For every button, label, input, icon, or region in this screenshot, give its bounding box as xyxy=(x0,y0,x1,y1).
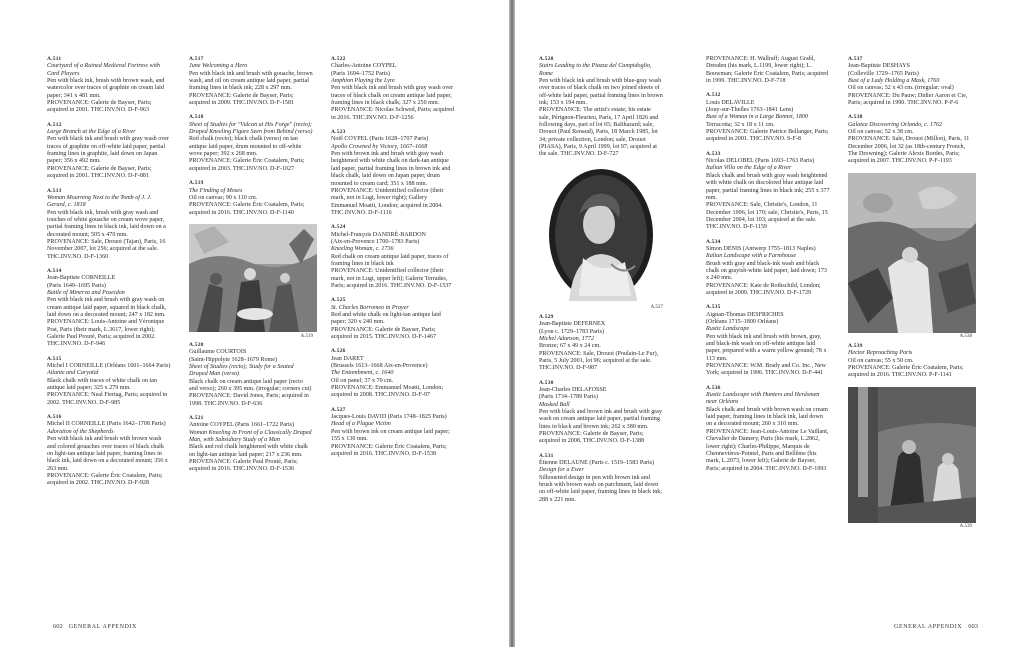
catalog-entry xyxy=(47,268,171,349)
catalog-entry xyxy=(47,414,171,487)
catalog-entry xyxy=(331,129,455,217)
entry-artist: Aignan-Thomas DESFRICHES xyxy=(706,311,784,318)
entry-number: A.520 xyxy=(189,341,204,348)
entry-provenance: PROVENANCE: Galerie Paul Prouté, Paris; acquired in 2016. THC.INV.NO. D-F-1536 xyxy=(189,459,298,473)
entry-medium: Black chalk and brush with brown wash on cream laid paper, framing lines in black ink, laid down on a decorated mount; 260 x 310 mm. xyxy=(706,406,828,428)
left-page xyxy=(0,0,509,647)
entry-number: A.515 xyxy=(47,355,62,362)
entry-artist: Jean-Baptiste CORNEILLE xyxy=(47,275,116,282)
entry-medium: Pen with black ink and brush with gouache, brown wash, and oil on cream antique laid paper, partial framing lines in black ink; 228 x 297 mm. xyxy=(189,70,313,92)
entry-artist: Jean DARET xyxy=(331,355,364,362)
artwork-image xyxy=(848,173,972,340)
entry-artist-dates: (Colleville 1729–1765 Paris) xyxy=(848,70,919,77)
entry-number: A.527 xyxy=(331,406,346,413)
entry-artist: Michel-François DANDRÉ-BARDON xyxy=(331,231,426,238)
entry-artist: Michel II CORNEILLE (Paris 1642–1708 Paris) xyxy=(47,421,166,428)
catalog-entry xyxy=(706,92,830,143)
entry-title: Italian Landscape with a Farmhouse xyxy=(706,253,797,260)
artwork-image xyxy=(189,224,313,339)
figure-caption: A.539 xyxy=(959,524,972,530)
entry-artist-dates: (Lyon c. 1729–1783 Paris) xyxy=(539,328,604,335)
catalog-entry xyxy=(539,453,663,504)
entry-medium: Oil on panel; 37 x 70 cm. xyxy=(331,377,394,384)
entry-medium: Oil on canvas; 52 x 43 cm. (irregular; oval) xyxy=(848,85,954,92)
entry-medium: Red chalk (recto); black chalk (verso) on tan antique laid paper, drum mounted to off-white wove paper; 392 x 268 mm. xyxy=(189,136,302,158)
entry-number: A.524 xyxy=(331,224,346,231)
entry-title: The Entombment, c. 1640 xyxy=(331,370,394,377)
entry-artist-dates: (Orléans 1715–1800 Orléans) xyxy=(706,319,779,325)
right-page xyxy=(515,0,1024,647)
entry-number: A.539 xyxy=(848,342,863,349)
entry-medium: Black chalk and brush with gray wash heightened with white chalk on discolored blue antique laid paper, partial framing lines in black ink; 255 x 377 mm. xyxy=(706,172,830,201)
entry-artist: Jacques-Louis DAVID (Paris 1748–1825 Paris) xyxy=(331,414,447,421)
catalog-entry xyxy=(331,407,455,458)
right-column-2 xyxy=(706,56,830,480)
entry-provenance: PROVENANCE: Galerie de Bayser, Paris; acquired in 2015. THC.INV.NO. D-F-1467 xyxy=(331,326,437,341)
entry-number: A.512 xyxy=(47,121,62,128)
catalog-entry xyxy=(189,342,313,408)
entry-medium: Brush with gray and black-ink wash and black chalk on grayish-white laid paper, laid down; 173 x 240 mm. xyxy=(706,260,827,282)
catalog-entry xyxy=(706,385,830,473)
entry-number: A.538 xyxy=(848,114,863,121)
entry-provenance: PROVENANCE: Galerie de Bayser, Paris; acquired in 2008. THC.INV.NO. D-F-1388 xyxy=(539,430,645,445)
entry-artist: Jean-Charles DELAFOSSE xyxy=(539,386,607,393)
catalog-entry xyxy=(47,356,171,407)
entry-number: A.531 xyxy=(539,452,554,459)
entry-artist-dates: (Paris 1694–1752 Paris) xyxy=(331,70,390,77)
entry-title: Head of a Plague Victim xyxy=(331,421,391,428)
entry-artist: Michel I CORNEILLE (Orléans 1601–1664 Paris) xyxy=(47,363,171,370)
entry-artist: Guillaume COURTOIS xyxy=(189,349,247,356)
catalog-entry xyxy=(331,297,455,341)
entry-artist: Noël COYPEL (Paris 1628–1707 Paris) xyxy=(331,136,429,143)
entry-medium: Bronze; 67 x 49 x 24 cm. xyxy=(539,343,601,350)
catalog-entry xyxy=(539,56,663,159)
catalog-entry xyxy=(189,56,313,107)
left-column-2 xyxy=(189,56,313,481)
entry-medium: Black and red chalk heightened with white chalk on light-tan antique laid paper; 217 x 236 mm. xyxy=(189,444,308,458)
entry-number: A.530 xyxy=(539,379,554,386)
entry-title: Rustic Landscape with Hunters and Herdsmen near Orléans xyxy=(706,392,820,406)
entry-title: Amphion Playing the Lyre xyxy=(331,78,395,85)
entry-title: June Welcoming a Hero xyxy=(189,63,248,70)
page-number: 602 xyxy=(53,623,63,630)
entry-title: Bust of a Woman in a Large Bonnet, 1800 xyxy=(706,114,808,121)
galatea-orlando-image xyxy=(848,173,976,333)
catalog-entry xyxy=(848,343,972,380)
entry-title: Stairs Leading to the Piazza del Campidoglio, Rome xyxy=(539,63,652,77)
entry-provenance: PROVENANCE: The artist's estate; his estate sale, Pérignon-Fleurieu, Paris, 17 April 1826 and following days, part of lot 65; Balthazard; sale, Drouot (Paul Renaud), Paris, 18 March 1985, lot 34; private collection, London; sale, Drouot (PIASA), Paris, 9 April 1999, lot 97; acquired at the sale. THC.INV.NO. D-F-727 xyxy=(539,107,659,158)
entry-provenance: PROVENANCE: Kate de Rothschild, London; acquired in 2009. THC.INV.NO. D-F-1729 xyxy=(706,282,821,296)
entry-provenance: PROVENANCE: W.M. Brady and Co. Inc., New York; acquired in 1996. THC.INV.NO. D-F-441 xyxy=(706,363,827,377)
entry-artist-dates: (Jouy-sur-Thelles 1763–1841 Lens) xyxy=(706,107,794,114)
entry-artist: Jean-Baptiste DESHAYS xyxy=(848,63,910,70)
entry-title: Kneeling Woman, c. 1736 xyxy=(331,246,394,253)
entry-number: A.521 xyxy=(189,414,204,421)
page-footer xyxy=(894,623,984,630)
entry-provenance: PROVENANCE: Sale, Christie's, London, 11 December 1996, lot 170; sale, Christie's, Paris, 15 December 2004, lot 103; acquired at the sale. THC.INV.NO. D-F-1159 xyxy=(706,202,828,231)
entry-medium: Oil on canvas; 90 x 110 cm. xyxy=(189,194,258,201)
entry-medium: Oil on canvas; 52 x 38 cm. xyxy=(848,129,914,136)
entry-provenance: PROVENANCE: Unidentified collector (their mark, not in Lugt, lower right); Gallery Emmanuel Moatti, London; acquired in 2004. THC.INV.NO. D-F-1116 xyxy=(331,187,444,216)
entry-medium: Pen with black ink and brush with gray wash on cream antique laid paper, squared in black chalk, laid down on a decorated mount; 247 x 182 mm. xyxy=(47,297,167,318)
entry-number: A.518 xyxy=(189,114,204,121)
entry-provenance: PROVENANCE: Du Pauw; Didier Aaron et Cie, Paris; acquired in 1990. THC.INV.NO. P-F-6 xyxy=(848,92,968,107)
running-footer: GENERAL APPENDIX xyxy=(68,624,137,630)
entry-artist: Nicolas DELOBEL (Paris 1693–1763 Paris) xyxy=(706,158,815,165)
page-number: 603 xyxy=(968,623,978,630)
entry-title: Adoration of the Shepherds xyxy=(47,428,114,435)
entry-medium: Oil on canvas; 55 x 50 cm. xyxy=(848,357,914,364)
entry-title: Rustic Landscape xyxy=(706,326,750,333)
entry-number: A.519 xyxy=(189,180,204,187)
left-column-1 xyxy=(47,56,171,495)
entry-provenance: PROVENANCE: Galerie de Bayser, Paris; acquired in 2009. THC.INV.NO. D-F-1581 xyxy=(189,92,295,107)
artwork-image xyxy=(848,387,972,530)
artwork-image xyxy=(539,166,663,311)
entry-title: Masked Ball xyxy=(539,401,570,408)
entry-number: A.513 xyxy=(47,187,62,194)
entry-number: A.517 xyxy=(189,56,204,62)
entry-provenance: PROVENANCE: Nicolas Schwed, Paris; acquired in 2016. THC.INV.NO. D-F-1256 xyxy=(331,107,455,121)
entry-medium: Pen with black ink and brush with brown wash and colored gouaches over traces of black chalk on light-tan antique laid paper, framing lines in black ink, laid down on a decorated mount; 356 x 263 mm. xyxy=(47,436,168,472)
entry-title: Courtyard of a Ruined Medieval Fortress with Card Players xyxy=(47,63,160,77)
catalog-entry xyxy=(539,314,663,373)
entry-title: Italian Villa on the Edge of a River xyxy=(706,165,792,172)
entry-medium: Red and white chalk on light-tan antique laid paper; 320 x 240 mm. xyxy=(331,312,441,326)
entry-medium: Pen with black ink and brush with gray wash over traces of graphite on off-white laid paper, partial framing lines in graphite, laid down on Japan paper; 356 x 492 mm. xyxy=(47,136,170,165)
entry-provenance: PROVENANCE: Galerie de Bayser, Paris; acquired in 2001. THC.INV.NO. D-F-881 xyxy=(47,165,152,180)
entry-provenance: PROVENANCE: Emmanuel Moatti, London; acquired in 2008. THC.INV.NO. D-F-97 xyxy=(331,385,444,399)
entry-provenance: PROVENANCE: H. Wallraff; August Grahl, Dresden (his mark, L.1199, lower right); L. Bouwman; Galerie Éric Coatalem, Paris; acquired in 1999. THC.INV.NO. D-F-718 xyxy=(706,56,829,85)
entry-provenance: PROVENANCE: Galerie Éric Coatalem, Paris; acquired in 2016. THC.INV.NO. D-F-1140 xyxy=(189,202,305,216)
right-column-1 xyxy=(539,56,663,511)
entry-medium: Red chalk on cream antique laid paper, traces of framing lines in black ink xyxy=(331,253,449,267)
catalog-entry xyxy=(189,180,313,217)
entry-artist: Étienne DELAUNE (Paris c. 1519–1583 Paris) xyxy=(539,460,655,466)
entry-provenance: PROVENANCE: Galerie Patrice Bellanger, Paris; acquired in 2001. THC.INV.NO. S-F-8 xyxy=(706,129,829,143)
catalog-entry xyxy=(706,304,830,377)
catalog-entry xyxy=(189,114,313,173)
entry-title: Michel Adanson, 1772 xyxy=(539,335,594,342)
entry-artist-dates: (Paris 1734–1789 Paris) xyxy=(539,394,598,401)
entry-title: Apollo Crowned by Victory, 1667–1668 xyxy=(331,143,428,150)
entry-provenance: PROVENANCE: David Jones, Paris; acquired in 1998. THC.INV.NO. D-F-636 xyxy=(189,393,309,407)
entry-medium: Pen with black ink, brush with gray wash and touches of white gouache on cream wove paper, partial framing lines in black ink, laid down on a decorated mount; 505 x 470 mm. xyxy=(47,209,166,238)
entry-title: Atlante and Caryatid xyxy=(47,370,99,377)
entry-title: St. Charles Borromeo in Prayer xyxy=(331,304,409,311)
catalog-entry xyxy=(539,380,663,446)
entry-medium: Pen with brown ink and brush with gray wash heightened with white chalk on dark-tan antique laid paper, partial framing lines in brown ink and black chalk, laid down on Japan paper, drum mounted to cream card; 351 x 188 mm. xyxy=(331,151,451,187)
entry-artist: Antoine COYPEL (Paris 1661–1722 Paris) xyxy=(189,422,295,429)
entry-title: Design for a Ewer xyxy=(539,467,584,474)
figure-caption: A.527 xyxy=(650,305,663,311)
entry-title: Sheet of Studies (recto); Study for a Seated Draped Man (verso) xyxy=(189,363,294,378)
entry-medium: Pen with black and brown ink and brush with gray wash on cream antique laid paper, partial framing lines in black and brown ink; 262 x 380 mm. xyxy=(539,408,663,430)
entry-provenance: PROVENANCE: Sale, Drouot (Poulain-Le Fur), Paris, 5 July 2001, lot 96; acquired at the sale. THC.INV.NO. D-F-987 xyxy=(539,350,659,372)
entry-number: A.511 xyxy=(47,56,62,62)
catalog-entry-continued xyxy=(706,56,830,85)
entry-title: Bust of a Lady Holding a Mask, 1760 xyxy=(848,78,940,85)
entry-number: A.516 xyxy=(47,414,62,421)
entry-artist: Charles-Antoine COYPEL xyxy=(331,63,397,70)
catalog-entry xyxy=(331,56,455,122)
entry-provenance: PROVENANCE: Galerie Éric Coatalem, Paris; acquired in 2016. THC.INV.NO. P-F-1141 xyxy=(848,364,964,379)
entry-number: A.534 xyxy=(706,238,721,245)
entry-provenance: PROVENANCE: Unidentified collector (their mark, not in Lugt, upper left); Galerie Terrades, Paris; acquired in 2016. THC.INV.NO. D-F-1537 xyxy=(331,268,452,289)
entry-medium: Pen with black ink and brush with gray wash over traces of black chalk on cream antique laid paper, framing lines in black chalk; 327 x 250 mm. xyxy=(331,85,454,107)
entry-artist: Jean-Baptiste DEFERNEX xyxy=(539,321,606,328)
catalog-entry xyxy=(47,188,171,261)
catalog-entry xyxy=(189,415,313,474)
entry-title: Woman Mourning Next to the Tomb of J. J. Gerard, c. 1818 xyxy=(47,194,152,209)
entry-number: A.532 xyxy=(706,92,721,99)
entry-medium: Pen with brown ink on cream antique laid paper; 155 x 130 mm. xyxy=(331,428,450,443)
entry-provenance: PROVENANCE: Galerie Éric Coatalem, Paris; acquired in 2002. THC.INV.NO. D-F-928 xyxy=(47,472,163,487)
entry-title: Large Branch at the Edge of a River xyxy=(47,129,136,136)
entry-provenance: PROVENANCE: Louis-Antoine and Véronique Prat, Paris (their mark, L.3617, lower right); Galerie Paul Prouté, Paris; acquired in 2002. THC.INV.NO. D-F-946 xyxy=(47,319,165,348)
entry-provenance: PROVENANCE: Galerie Éric Coatalem, Paris; acquired in 2003. THC.INV.NO. D-F-1027 xyxy=(189,158,305,172)
entry-title: Battle of Minerva and Poseidon xyxy=(47,289,125,296)
catalog-entry xyxy=(848,56,972,107)
entry-title: Galatea Discovering Orlando, c. 1762 xyxy=(848,121,943,128)
entry-title: Hector Reproaching Paris xyxy=(848,350,913,357)
page-footer xyxy=(47,623,137,630)
entry-title: Sheet of Studies for "Vulcan at His Forge" (recto); Draped Kneeling Figure Seen from Behind (verso) xyxy=(189,121,313,136)
entry-artist-dates: (Brussels 1613–1668 Aix-en-Provence) xyxy=(331,363,428,370)
entry-medium: Black chalk with traces of white chalk on tan antique laid paper; 325 x 279 mm. xyxy=(47,377,157,392)
entry-title: The Finding of Moses xyxy=(189,187,243,194)
running-footer: GENERAL APPENDIX xyxy=(894,624,963,630)
entry-artist-dates: (Paris 1649–1695 Paris) xyxy=(47,282,106,289)
entry-medium: Pen with black ink and brush with blue-gray wash over traces of black chalk on two joined sheets of off-white laid paper, partial framing lines in brown ink; 153 x 194 mm. xyxy=(539,78,663,107)
entry-provenance: PROVENANCE: Jean-Louis-Antoine Le Vaillant, Chevalier de Damery, Paris (his mark, L.2862, lower right); Charles-Philippe, Marquis de Chennevières-Pointel, Paris and Bellême (his mark, L.2073, lower left); Galerie de Bayser, Paris; acquired in 2004. THC.INV.NO. D-F-1093 xyxy=(706,428,829,472)
catalog-entry xyxy=(47,56,171,115)
entry-number: A.529 xyxy=(539,313,554,320)
entry-medium: Silhouetted design in pen with brown ink and brush with brown wash on parchment, laid down on off-white laid paper, framing lines in black ink; 288 x 221 mm. xyxy=(539,474,663,503)
hector-paris-image xyxy=(848,387,976,523)
left-column-3 xyxy=(331,56,455,465)
entry-provenance: PROVENANCE: Sale, Drouot (Millon), Paris, 11 December 2006, lot 32 (as 18th-century French, The Drowning); Galerie Alexis Bordes, Paris; acquired in 2007. THC.INV.NO. P-F-1193 xyxy=(848,136,970,165)
right-column-3 xyxy=(848,56,972,533)
entry-number: A.533 xyxy=(706,150,721,157)
catalog-entry xyxy=(47,122,171,181)
entry-number: A.528 xyxy=(539,56,554,62)
oval-portrait-image xyxy=(539,166,663,304)
entry-medium: Pen with black ink and brush with brown, gray, and black-ink wash on off-white antique laid paper, prepared with a warm yellow ground; 78 x 113 mm. xyxy=(706,333,827,362)
entry-number: A.535 xyxy=(706,304,721,311)
entry-number: A.523 xyxy=(331,129,346,136)
entry-number: A.536 xyxy=(706,384,721,391)
entry-medium: Terracotta; 32 x 18 x 11 cm. xyxy=(706,121,775,128)
figure-caption: A.538 xyxy=(959,334,972,340)
entry-provenance: PROVENANCE: Galerie de Bayser, Paris; acquired in 2001. THC.INV.NO. D-F-963 xyxy=(47,100,152,114)
catalog-entry xyxy=(706,151,830,232)
entry-number: A.526 xyxy=(331,348,346,355)
catalog-entry xyxy=(331,224,455,290)
entry-artist-dates: (Saint-Hippolyte 1628–1679 Rome) xyxy=(189,356,278,363)
entry-artist-dates: (Aix-en-Provence 1700–1783 Paris) xyxy=(331,238,420,245)
figure-caption: A.519 xyxy=(300,333,313,339)
entry-number: A.525 xyxy=(331,297,346,304)
entry-title: Woman Kneeling in Front of a Classically Draped Man, with Subsidiary Study of a Man xyxy=(189,429,312,443)
entry-medium: Black chalk on cream antique laid paper (recto and verso); 260 x 395 mm. (irregular; corners cut) xyxy=(189,378,312,392)
entry-provenance: PROVENANCE: Sale, Drouot (Tajan), Paris, 16 November 2007, lot 256; acquired at the sale. THC.INV.NO. D-F-1360 xyxy=(47,238,166,260)
entry-number: A.522 xyxy=(331,56,346,62)
entry-provenance: PROVENANCE: Galerie Éric Coatalem, Paris; acquired in 2016. THC.INV.NO. D-F-1538 xyxy=(331,443,447,457)
entry-number: A.537 xyxy=(848,56,863,62)
catalog-entry xyxy=(331,348,455,399)
catalog-entry xyxy=(848,114,972,165)
finding-of-moses-image xyxy=(189,224,317,332)
entry-artist: Simon DENIS (Antwerp 1755–1813 Naples) xyxy=(706,245,816,252)
entry-number: A.514 xyxy=(47,267,62,274)
entry-artist: Louis DELAVILLE xyxy=(706,99,755,106)
catalog-entry xyxy=(706,239,830,298)
entry-medium: Pen with black ink, brush with brown wash, and watercolor over traces of graphite on cream laid paper; 341 x 481 mm. xyxy=(47,78,165,99)
entry-provenance: PROVENANCE: Neal Fiertag, Paris; acquired in 2002. THC.INV.NO. D-F-985 xyxy=(47,392,168,406)
